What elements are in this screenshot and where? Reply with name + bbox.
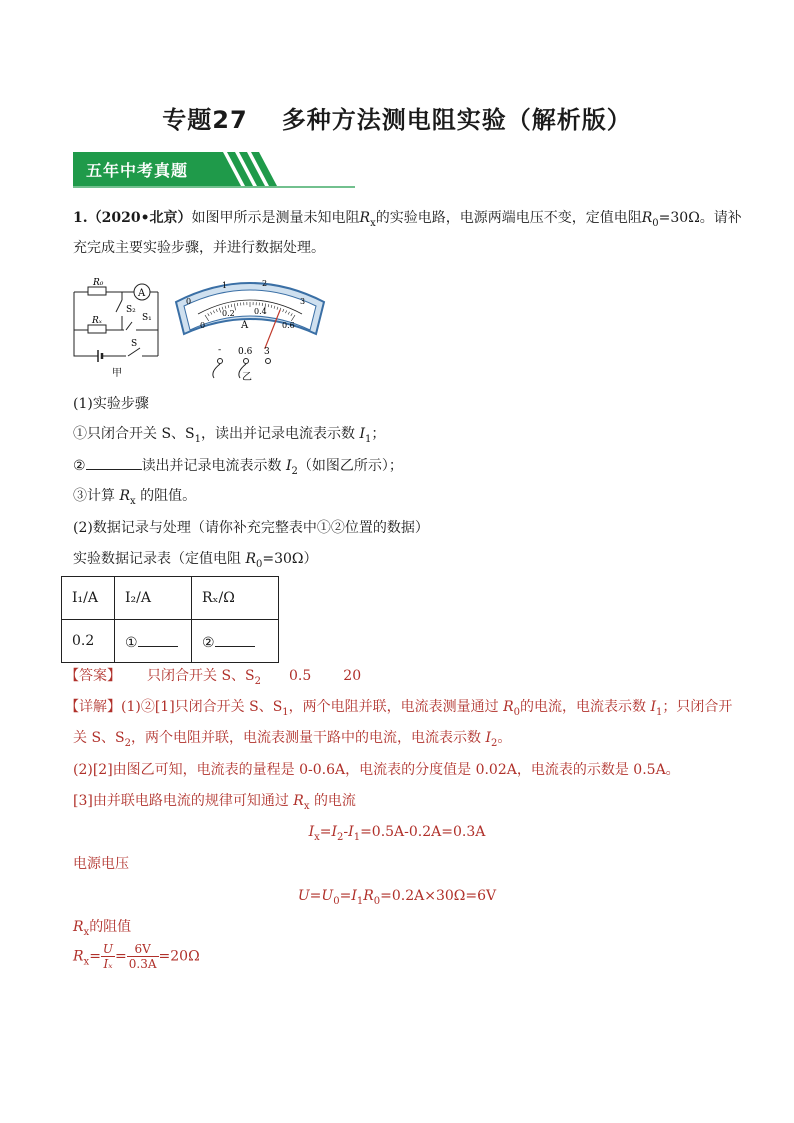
- detail-line-3: (2)[2]由图乙可知，电流表的量程是 0-0.6A，电流表的分度值是 0.02A，电流表的示数是 0.5A。: [73, 762, 680, 778]
- question-line-2: 充完成主要实验步骤，并进行数据处理。: [73, 240, 325, 256]
- page-title: [0, 100, 794, 135]
- answer-3: 20: [343, 668, 362, 684]
- circuit-ammeter-label: A: [138, 288, 146, 299]
- step-1: ①只闭合开关 S、$S_1$，读出并记录电流表示数 $I_1$；: [73, 426, 386, 445]
- equation-2: $U=U_0=I_1R_0=0.2A\times 30\Omega=6V$: [297, 888, 497, 907]
- answer-tag: 【答案】: [65, 668, 121, 684]
- circuit-s-label: S: [131, 339, 138, 349]
- detail-line-2: 关 S、$S_2$，两个电阻并联，电流表测量干路中的电流，电流表示数 $I_2$。: [73, 730, 512, 749]
- top-scale-1: 1: [222, 281, 228, 290]
- question-source: （2020•北京）: [87, 210, 192, 226]
- bottom-scale-0: 0: [200, 321, 206, 330]
- table-header-row: [62, 577, 279, 620]
- circuit-s1-label: S₁: [142, 313, 152, 323]
- cell-i2[interactable]: ①: [115, 620, 192, 663]
- answer-line: 【答案】 只闭合开关 S、$S_2$ 0.5 20: [65, 668, 362, 687]
- top-scale-0: 0: [186, 297, 192, 306]
- detail-line-1: 【详解】(1)②[1]只闭合开关 S、$S_1$，两个电阻并联，电流表测量通过 $R_0$的电流，电流表示数 $I_1$；只闭合开: [65, 699, 733, 718]
- bottom-scale-06: 0.6: [282, 321, 295, 330]
- detail-line-6: $R_x$的阻值: [73, 919, 132, 938]
- equation-3: $R_x=$ $\frac{U}{\text{Iₓ}}$ = $\frac{6V}{0.3A}$ =20Ω: [73, 942, 200, 971]
- title-topic-number: 专题27: [162, 106, 248, 134]
- terminal-06: 0.6: [238, 347, 253, 357]
- table-title: 实验数据记录表（定值电阻 $R_0=30\Omega$）: [73, 551, 318, 570]
- ammeter-caption: 乙: [242, 372, 252, 383]
- step-2-blank[interactable]: [86, 455, 142, 470]
- header-i1: I₁/A: [62, 577, 115, 620]
- equation-1: $I_x=I_2-I_1=0.5A-0.2A=0.3A$: [308, 824, 486, 843]
- header-i2: I₂/A: [115, 577, 192, 620]
- ammeter-unit: A: [241, 320, 249, 331]
- question-line-1: 1.（2020•北京）如图甲所示是测量未知电阻$R_x$的实验电路，电源两端电压不变，定值电阻$R_0=30\Omega$。请补: [73, 210, 742, 229]
- header-rx: Rₓ/Ω: [192, 577, 279, 620]
- title-topic-name: 多种方法测电阻实验（解析版）: [281, 106, 632, 134]
- bottom-scale-04: 0.4: [254, 307, 267, 316]
- top-scale-2: 2: [262, 279, 268, 288]
- circuit-rx-label: Rₓ: [92, 316, 102, 326]
- circuit-diagram: [66, 270, 168, 382]
- detail-line-4: [3]由并联电路电流的规律可知通过 $R_x$ 的电流: [73, 793, 356, 812]
- section-banner-label: 五年中考真题: [86, 161, 189, 180]
- terminal-neg: -: [218, 345, 222, 355]
- bottom-scale-02: 0.2: [222, 309, 235, 318]
- answer-2: 0.5: [289, 668, 312, 684]
- cell-i1: 0.2: [62, 620, 115, 663]
- steps-heading: (1)实验步骤: [73, 396, 149, 412]
- answer-1: 只闭合开关 S、S: [147, 668, 255, 684]
- step-3: ③计算 $R_x$ 的阻值。: [73, 488, 197, 507]
- ammeter-diagram: [170, 268, 330, 386]
- data-table: [61, 576, 279, 663]
- circuit-caption: 甲: [112, 368, 122, 379]
- question-number: 1.: [73, 210, 88, 226]
- circuit-r0-label: R₀: [93, 278, 104, 288]
- data-heading: (2)数据记录与处理（请你补充完整表中①②位置的数据）: [73, 520, 429, 536]
- detail-line-5: 电源电压: [73, 856, 129, 872]
- step-2: ② 读出并记录电流表示数 $I_2$（如图乙所示）；: [73, 455, 403, 482]
- top-scale-3: 3: [300, 297, 306, 306]
- cell-rx[interactable]: ②: [192, 620, 279, 663]
- detail-tag: 【详解】: [65, 699, 121, 715]
- circuit-s2-label: S₂: [126, 305, 136, 315]
- terminal-3: 3: [264, 347, 270, 357]
- table-row: [62, 620, 279, 663]
